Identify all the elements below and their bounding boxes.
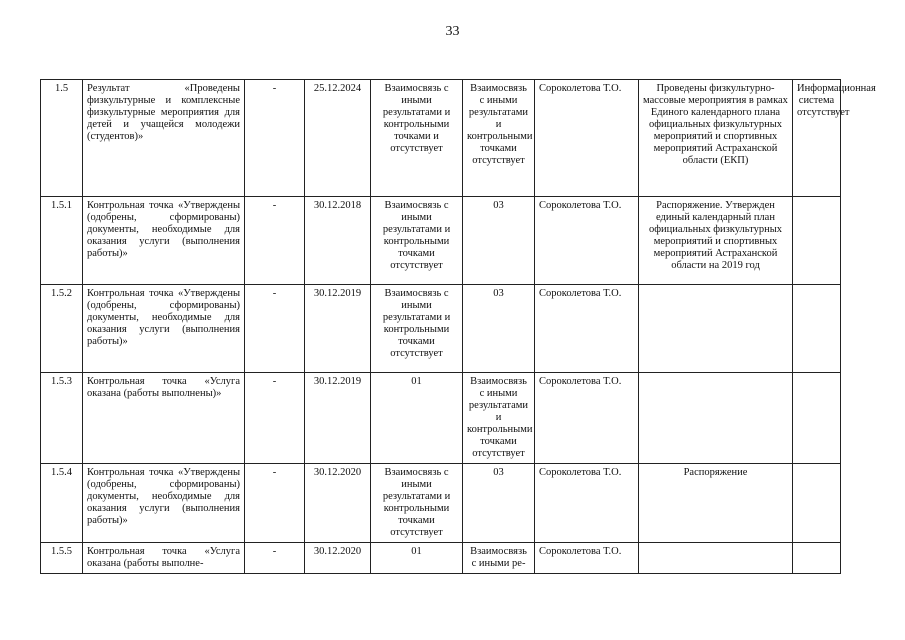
table-row [41, 80, 841, 197]
responsible-person-cell: Сороколетова Т.О. [535, 373, 639, 464]
event-name-cell: Контрольная точка «Услуга оказана (работы выполне- [83, 543, 245, 574]
responsible-person-cell: Сороколетова Т.О. [535, 543, 639, 574]
plan-date-dash-cell: - [245, 80, 305, 197]
table-row [41, 285, 841, 373]
event-name-cell: Контрольная точка «Утверждены (одобрены, сформированы) документы, необходимые для оказания услуги (выполнения работы)» [83, 197, 245, 285]
information-system-cell [793, 373, 841, 464]
event-name-cell: Контрольная точка «Утверждены (одобрены, сформированы) документы, необходимые для оказания услуги (выполнения работы)» [83, 464, 245, 543]
successor-link-cell: 03 [463, 464, 535, 543]
page-number: 33 [445, 24, 460, 39]
predecessor-link-cell: 01 [371, 543, 463, 574]
row-number-cell: 1.5 [41, 80, 83, 197]
table-row [41, 373, 841, 464]
table-row [41, 543, 841, 574]
responsible-person-cell: Сороколетова Т.О. [535, 464, 639, 543]
responsible-person-cell: Сороколетова Т.О. [535, 80, 639, 197]
event-name-cell: Результат «Проведены физкультурные и комплексные физкультурные мероприятия для детей и учащейся молодежи (студентов)» [83, 80, 245, 197]
row-number-cell: 1.5.5 [41, 543, 83, 574]
row-number-cell: 1.5.4 [41, 464, 83, 543]
plan-date-dash-cell: - [245, 373, 305, 464]
plan-date-dash-cell: - [245, 285, 305, 373]
confirming-document-cell [639, 285, 793, 373]
row-number-cell: 1.5.3 [41, 373, 83, 464]
due-date-cell: 30.12.2018 [305, 197, 371, 285]
due-date-cell: 25.12.2024 [305, 80, 371, 197]
predecessor-link-cell: Взаимосвязь с иными результатами и контрольными точками и отсутствует [371, 80, 463, 197]
successor-link-cell: Взаимосвязь с иными результатами и контрольными точками отсутствует [463, 80, 535, 197]
successor-link-cell: Взаимосвязь с иными ре- [463, 543, 535, 574]
responsible-person-cell: Сороколетова Т.О. [535, 285, 639, 373]
due-date-cell: 30.12.2020 [305, 543, 371, 574]
confirming-document-cell: Распоряжение. Утвержден единый календарный план официальных физкультурных мероприятий и спортивных мероприятий Астраханской области на 2019 год [639, 197, 793, 285]
plan-date-dash-cell: - [245, 543, 305, 574]
information-system-cell [793, 543, 841, 574]
confirming-document-cell [639, 373, 793, 464]
predecessor-link-cell: 01 [371, 373, 463, 464]
event-name-cell: Контрольная точка «Услуга оказана (работы выполнены)» [83, 373, 245, 464]
event-name-cell: Контрольная точка «Утверждены (одобрены, сформированы) документы, необходимые для оказания услуги (выполнения работы)» [83, 285, 245, 373]
predecessor-link-cell: Взаимосвязь с иными результатами и контрольными точками отсутствует [371, 464, 463, 543]
successor-link-cell: 03 [463, 285, 535, 373]
responsible-person-cell: Сороколетова Т.О. [535, 197, 639, 285]
information-system-cell [793, 197, 841, 285]
predecessor-link-cell: Взаимосвязь с иными результатами и контрольными точками отсутствует [371, 197, 463, 285]
predecessor-link-cell: Взаимосвязь с иными результатами и контрольными точками отсутствует [371, 285, 463, 373]
row-number-cell: 1.5.2 [41, 285, 83, 373]
successor-link-cell: 03 [463, 197, 535, 285]
confirming-document-cell: Проведены физкультурно-массовые мероприятия в рамках Единого календарного плана официальных физкультурных мероприятий и спортивных мероприятий Астраханской области (ЕКП) [639, 80, 793, 197]
information-system-cell [793, 464, 841, 543]
plan-date-dash-cell: - [245, 464, 305, 543]
due-date-cell: 30.12.2019 [305, 285, 371, 373]
plan-date-dash-cell: - [245, 197, 305, 285]
due-date-cell: 30.12.2020 [305, 464, 371, 543]
table-row [41, 464, 841, 543]
information-system-cell [793, 285, 841, 373]
row-number-cell: 1.5.1 [41, 197, 83, 285]
confirming-document-cell: Распоряжение [639, 464, 793, 543]
control-points-table [40, 79, 876, 574]
successor-link-cell: Взаимосвязь с иными результатами и контрольными точками отсутствует [463, 373, 535, 464]
table-row [41, 197, 841, 285]
confirming-document-cell [639, 543, 793, 574]
due-date-cell: 30.12.2019 [305, 373, 371, 464]
information-system-cell: Информационная система отсутствует [793, 80, 841, 197]
